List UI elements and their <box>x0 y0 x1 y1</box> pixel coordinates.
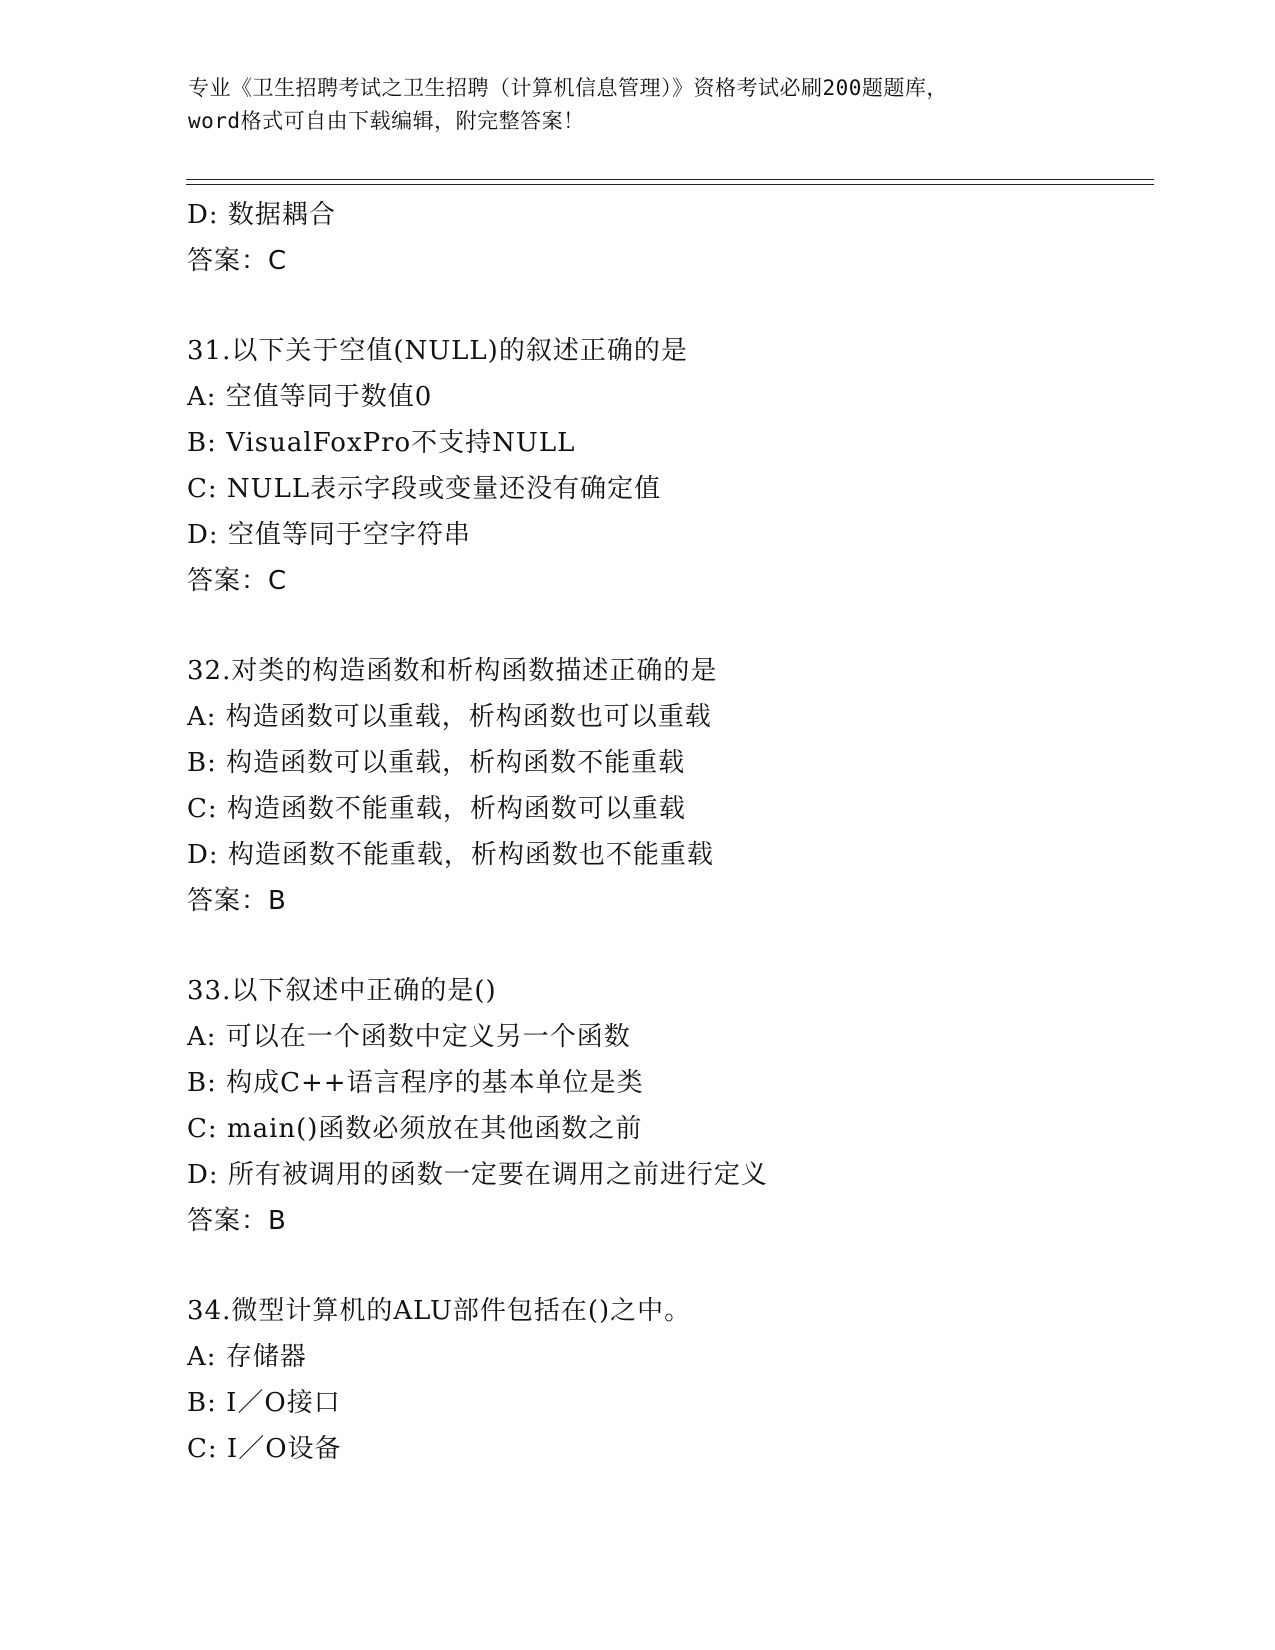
spacer <box>187 284 1147 328</box>
answer-line: 答案：B <box>187 1206 287 1236</box>
option-a: A: 存储器 <box>187 1342 307 1372</box>
option-d: D: 构造函数不能重载，析构函数也不能重载 <box>187 840 714 870</box>
answer-line: 答案：B <box>187 886 287 916</box>
option-d: D: 数据耦合 <box>187 200 336 230</box>
spacer <box>187 604 1147 648</box>
question-33 <box>187 968 1147 1244</box>
option-b: B: 构造函数可以重载，析构函数不能重载 <box>187 748 686 778</box>
header-divider-top <box>186 179 1154 180</box>
answer-line: 答案：C <box>187 246 288 276</box>
option-c: C: I／O设备 <box>187 1434 342 1464</box>
header-divider-bottom <box>186 184 1154 185</box>
spacer <box>187 1244 1147 1288</box>
option-a: A: 构造函数可以重载，析构函数也可以重载 <box>187 702 712 732</box>
document-header <box>188 72 1088 138</box>
option-b: B: I／O接口 <box>187 1388 341 1418</box>
option-c: C: main()函数必须放在其他函数之前 <box>187 1114 643 1144</box>
option-b: B: VisualFoxPro不支持NULL <box>187 428 576 458</box>
header-line-2: word格式可自由下载编辑，附完整答案！ <box>188 109 585 133</box>
question-stem: 32.对类的构造函数和析构函数描述正确的是 <box>187 656 718 686</box>
question-34 <box>187 1288 1147 1472</box>
question-stem: 33.以下叙述中正确的是() <box>187 976 497 1006</box>
question-32 <box>187 648 1147 924</box>
header-line-1: 专业《卫生招聘考试之卫生招聘（计算机信息管理）》资格考试必刷200题题库， <box>188 76 948 100</box>
option-a: A: 可以在一个函数中定义另一个函数 <box>187 1022 631 1052</box>
question-31 <box>187 328 1147 604</box>
option-c: C: NULL表示字段或变量还没有确定值 <box>187 474 662 504</box>
option-a: A: 空值等同于数值0 <box>187 382 433 412</box>
option-d: D: 空值等同于空字符串 <box>187 520 471 550</box>
answer-line: 答案：C <box>187 566 288 596</box>
question-stem: 34.微型计算机的ALU部件包括在()之中。 <box>187 1296 692 1326</box>
option-d: D: 所有被调用的函数一定要在调用之前进行定义 <box>187 1160 768 1190</box>
spacer <box>187 924 1147 968</box>
option-c: C: 构造函数不能重载，析构函数可以重载 <box>187 794 686 824</box>
option-b: B: 构成C++语言程序的基本单位是类 <box>187 1068 644 1098</box>
question-stem: 31.以下关于空值(NULL)的叙述正确的是 <box>187 336 688 366</box>
question-list <box>187 192 1147 1472</box>
question-fragment <box>187 192 1147 284</box>
